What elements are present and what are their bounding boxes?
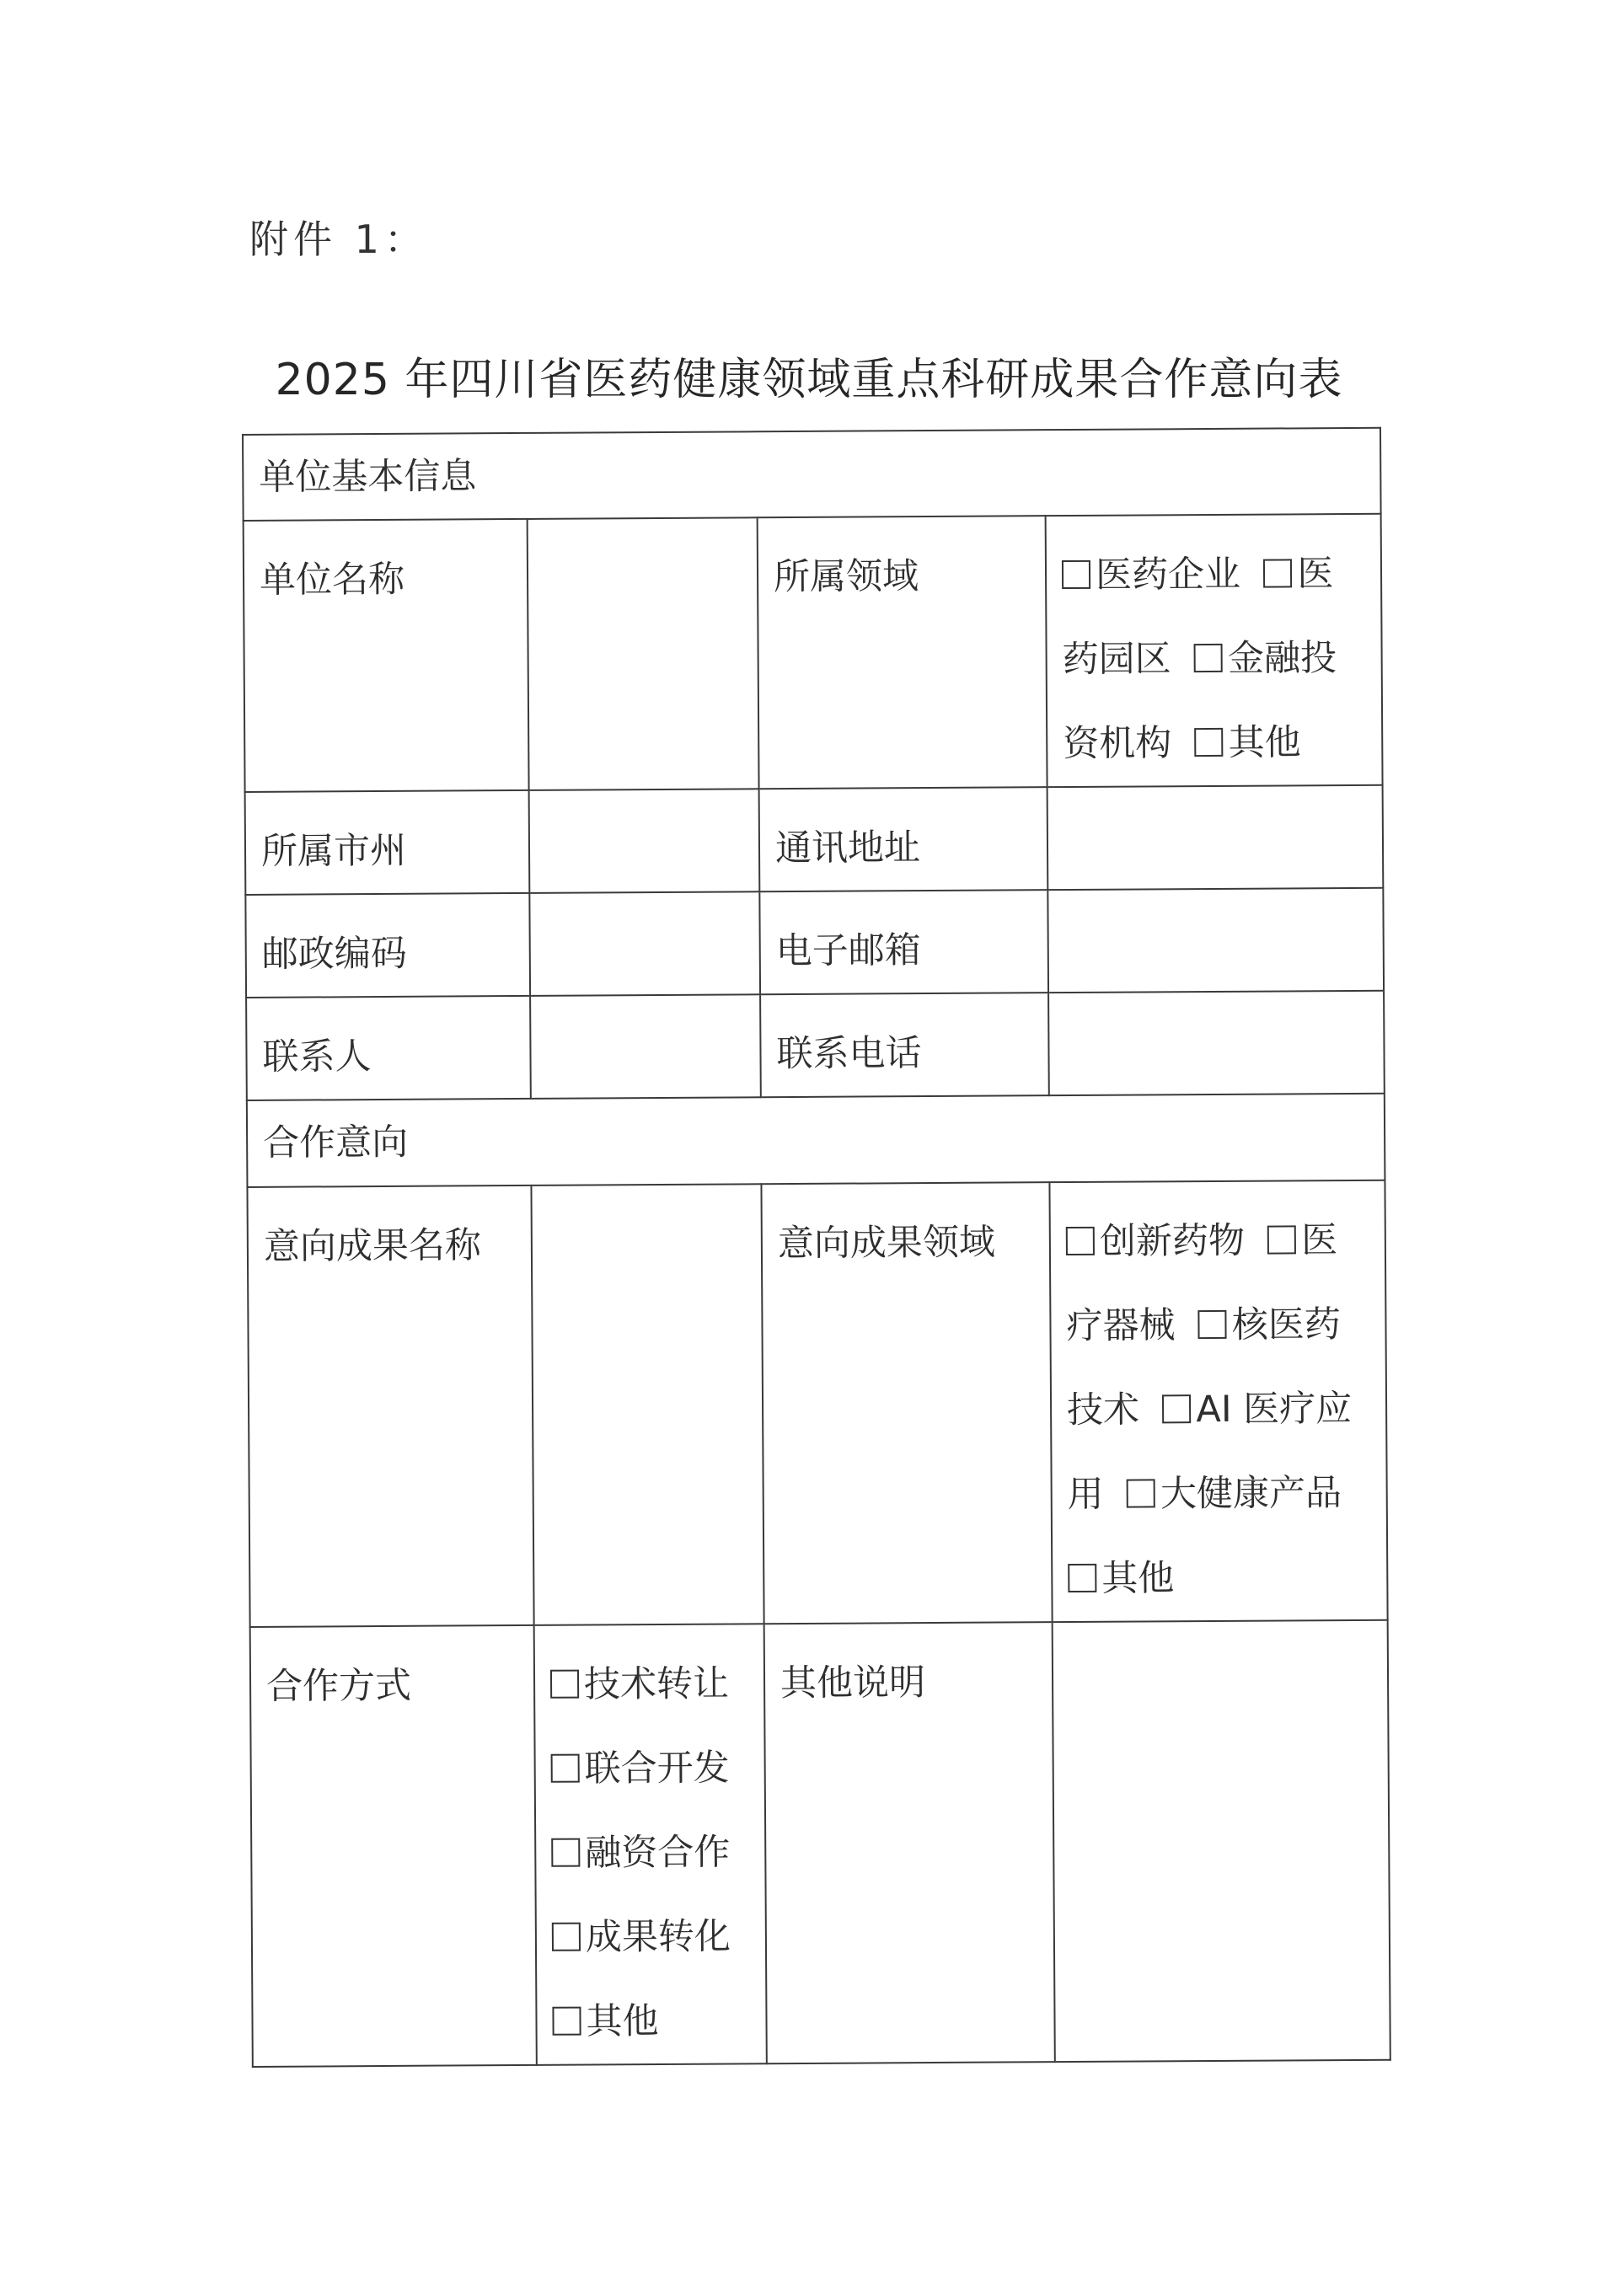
label-coop-mode: 合作方式: [250, 1625, 537, 2067]
label-address: 通讯地址: [759, 787, 1048, 891]
label-other-notes: 其他说明: [764, 1622, 1055, 2063]
checkbox-icon[interactable]: [1198, 1310, 1227, 1339]
checkbox-icon[interactable]: [550, 1670, 579, 1699]
attachment-label: 附件 1：: [249, 217, 428, 262]
label-field: 所属领域: [758, 516, 1047, 789]
checkbox-icon[interactable]: [1068, 1564, 1096, 1592]
address-field[interactable]: [1047, 785, 1384, 890]
label-achievement-name: 意向成果名称: [247, 1185, 533, 1627]
checkbox-icon[interactable]: [551, 1838, 580, 1867]
coop-mode-option[interactable]: 融资合作: [551, 1810, 750, 1895]
cooperation-intent-table: [242, 427, 1391, 2068]
label-city: 所属市州: [245, 790, 530, 895]
checkbox-icon[interactable]: [551, 1754, 580, 1783]
achievement-field-option[interactable]: 创新药物: [1066, 1220, 1245, 1263]
checkbox-icon[interactable]: [1066, 1227, 1095, 1255]
achievement-field-option[interactable]: 核医药技术: [1066, 1303, 1341, 1432]
coop-mode-options: [534, 1624, 767, 2065]
checkbox-icon[interactable]: [1162, 1394, 1191, 1423]
label-achievement-field: 意向成果领域: [761, 1182, 1052, 1624]
email-field[interactable]: [1047, 888, 1384, 993]
label-postcode: 邮政编码: [245, 893, 530, 998]
checkbox-icon[interactable]: [1194, 644, 1223, 672]
field-options: [1046, 514, 1383, 787]
label-email: 电子邮箱: [759, 890, 1048, 994]
field-option[interactable]: 医药园区: [1062, 553, 1334, 682]
achievement-field-options: [1049, 1180, 1387, 1622]
checkbox-icon[interactable]: [1127, 1479, 1155, 1507]
checkbox-icon[interactable]: [1062, 560, 1090, 589]
achievement-field-option[interactable]: 大健康产品: [1127, 1472, 1342, 1516]
checkbox-icon[interactable]: [552, 1923, 581, 1951]
coop-mode-option[interactable]: 联合开发: [550, 1726, 749, 1811]
achievement-field-option[interactable]: 医疗器械: [1066, 1219, 1338, 1348]
section-cooperation: 合作意向: [247, 1094, 1385, 1187]
achievement-field-option[interactable]: 其他: [1068, 1557, 1174, 1600]
label-contact: 联系人: [246, 996, 531, 1100]
contact-field[interactable]: [530, 994, 761, 1099]
checkbox-icon[interactable]: [1267, 1225, 1296, 1254]
field-option[interactable]: 金融投资机构: [1063, 637, 1337, 766]
checkbox-icon[interactable]: [1263, 559, 1292, 587]
other-notes-field[interactable]: [1053, 1620, 1390, 2062]
city-field[interactable]: [529, 789, 760, 893]
unit-name-field[interactable]: [528, 517, 759, 790]
field-option[interactable]: 其他: [1194, 721, 1300, 764]
form-title: 2025 年四川省医药健康领域重点科研成果合作意向表: [275, 355, 1343, 405]
postcode-field[interactable]: [529, 891, 760, 996]
achievement-name-field[interactable]: [531, 1184, 763, 1625]
coop-mode-option[interactable]: 其他: [552, 1978, 751, 2063]
label-phone: 联系电话: [760, 993, 1049, 1097]
label-unit-name: 单位名称: [244, 519, 529, 792]
achievement-field-option[interactable]: AI 医疗应用: [1067, 1387, 1353, 1517]
coop-mode-option[interactable]: 成果转化: [552, 1894, 751, 1979]
phone-field[interactable]: [1048, 991, 1385, 1095]
coop-mode-option[interactable]: 技术转让: [550, 1641, 749, 1726]
field-option[interactable]: 医药企业: [1062, 554, 1240, 597]
checkbox-icon[interactable]: [552, 2007, 581, 2036]
checkbox-icon[interactable]: [1194, 728, 1223, 757]
section-basic-info: 单位基本信息: [243, 428, 1381, 521]
